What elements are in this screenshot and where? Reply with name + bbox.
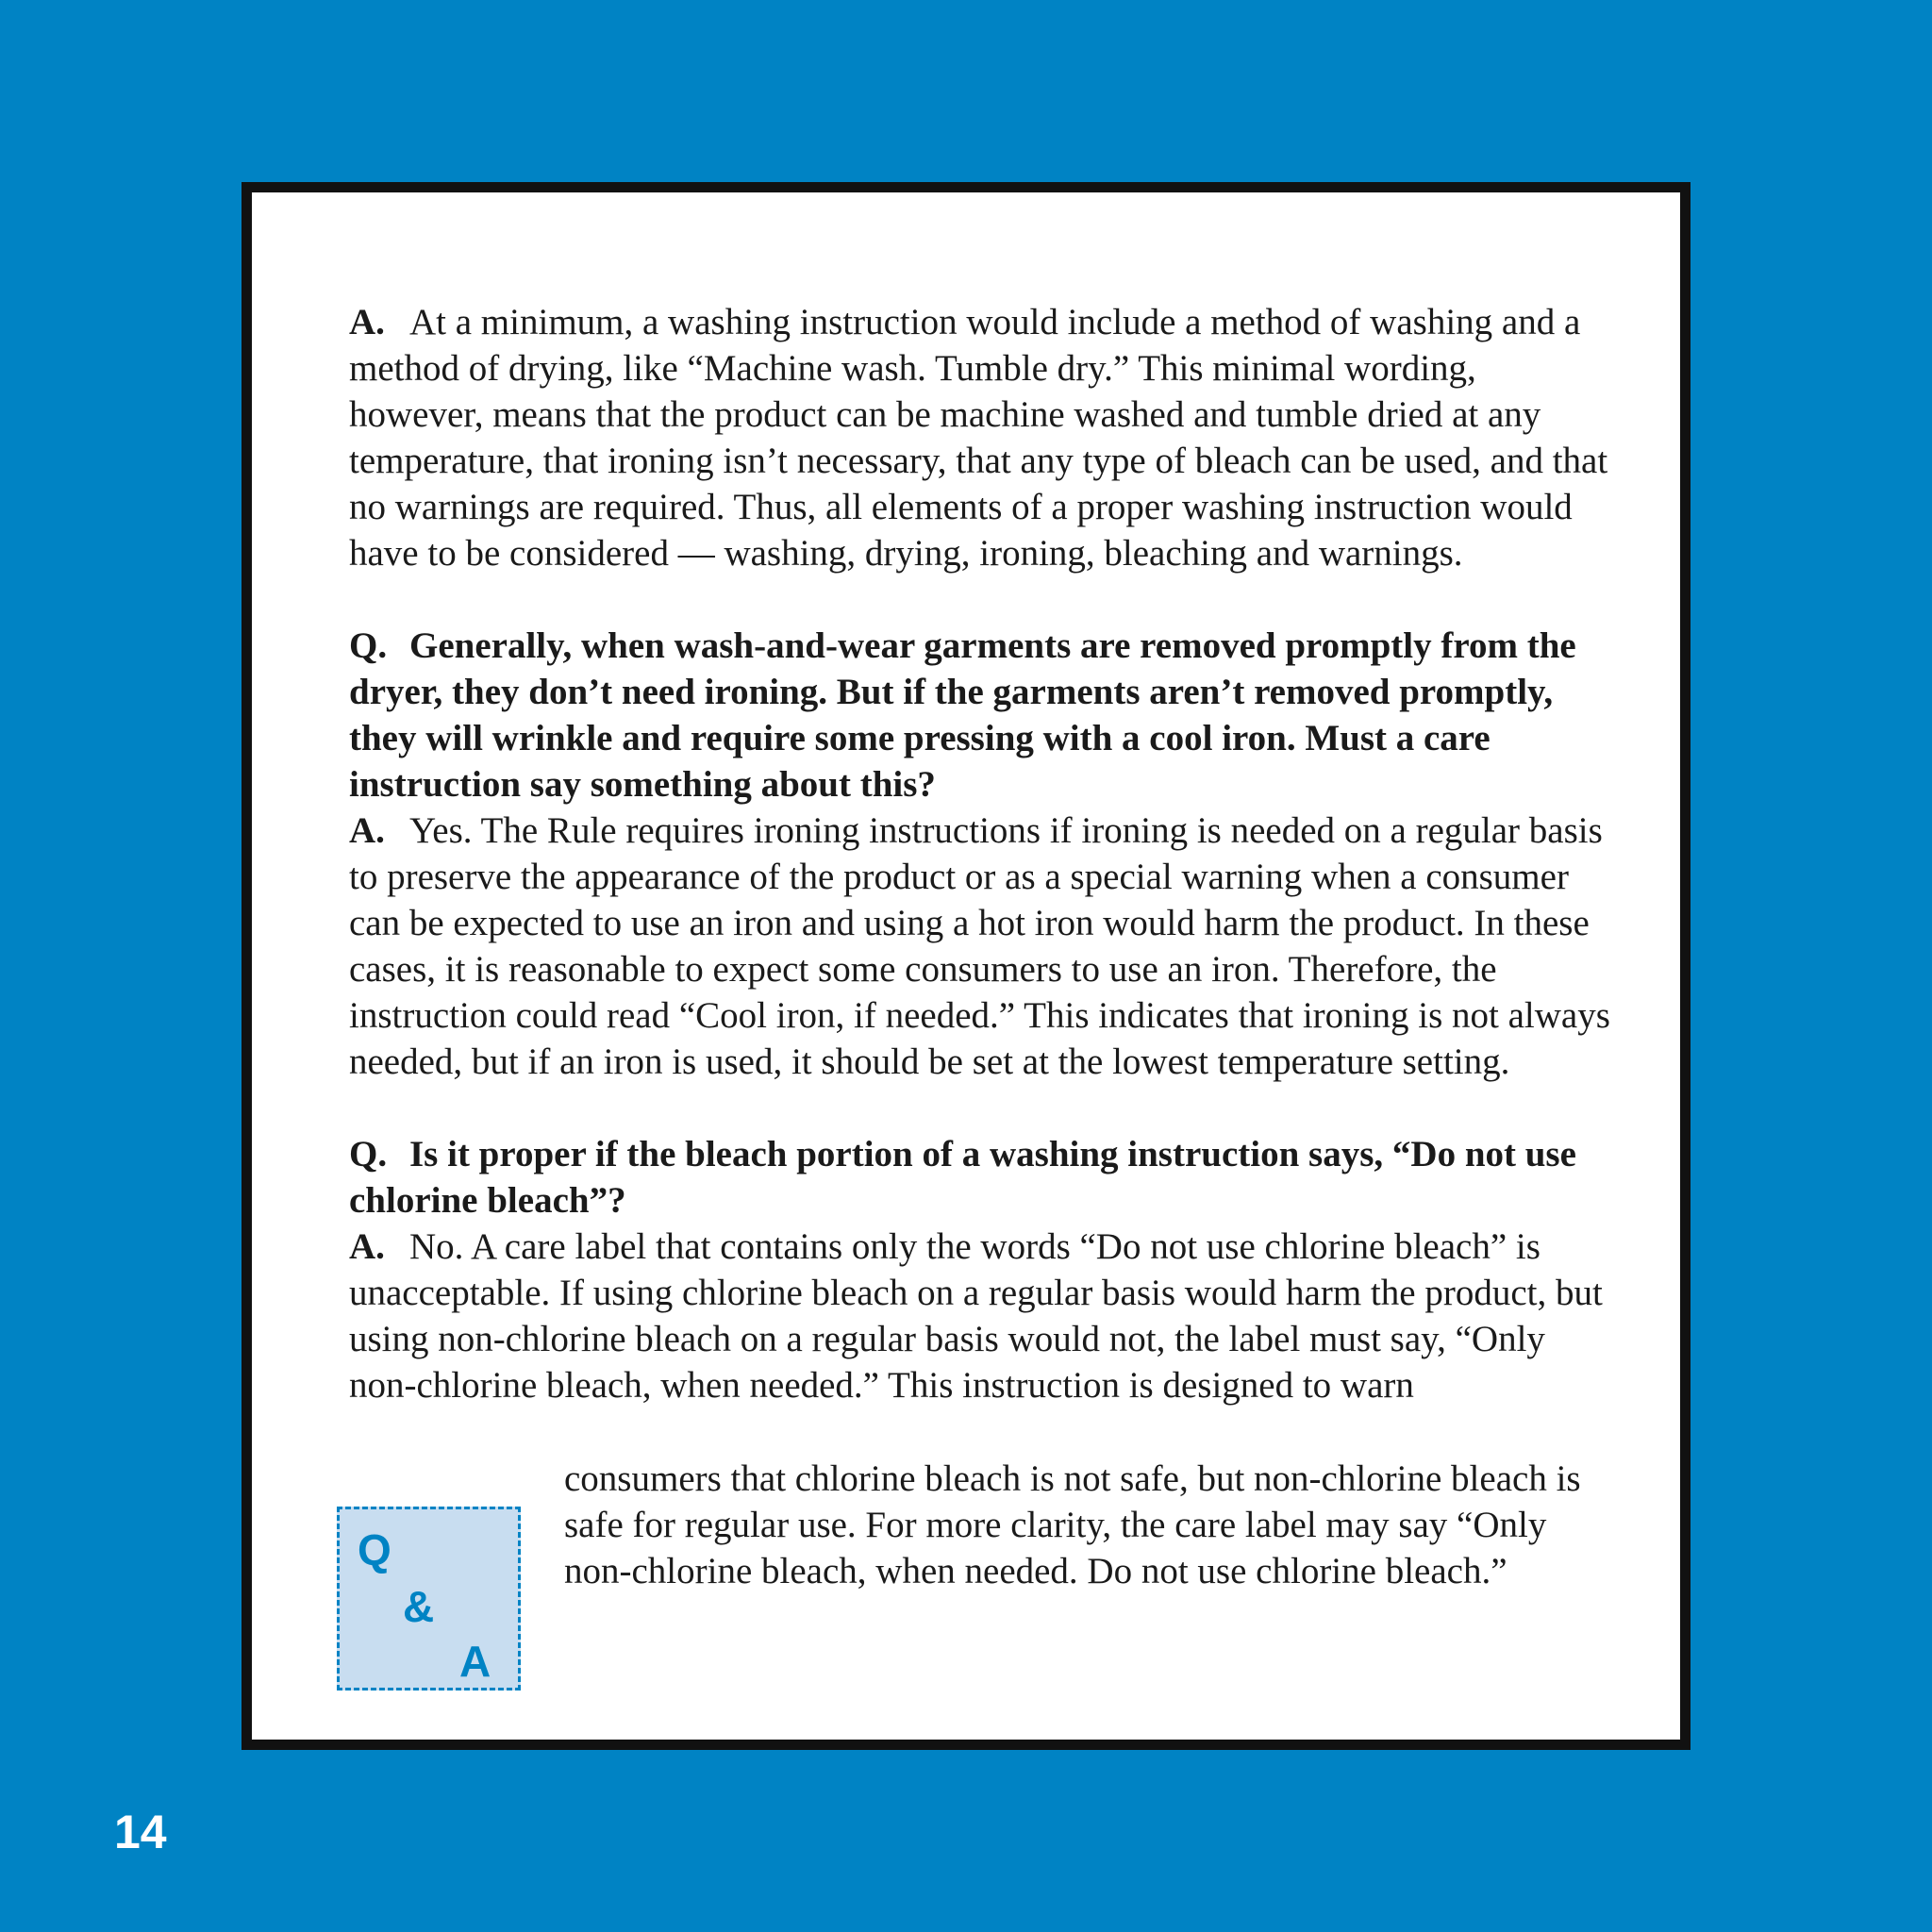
answer-2 xyxy=(349,808,1618,1085)
question-2 xyxy=(349,623,1618,808)
spacer xyxy=(349,1085,1618,1131)
answer-3-continued: consumers that chlorine bleach is not safe, but non-chlorine bleach is safe for regular use. For more clarity, the care label may say “Only non-chlorine bleach, when needed. Do not use chlorine bleach.” xyxy=(564,1458,1581,1591)
answer-1 xyxy=(349,299,1618,576)
answer-lead: A. xyxy=(349,302,385,342)
page-number: 14 xyxy=(114,1806,167,1858)
question-lead: Q. xyxy=(349,1134,388,1174)
question-text: Is it proper if the bleach portion of a washing instruction says, “Do not use chlorine bleach”? xyxy=(349,1134,1576,1221)
spacer xyxy=(349,576,1618,623)
answer-text: At a minimum, a washing instruction would include a method of washing and a method of drying, like “Machine wash. Tumble dry.” This minimal wording, however, means that the product can be machine washed and tumble dried at any temperature, that ironing isn’t necessary, that any type of bleach can be used, and that no warnings are required. Thus, all elements of a proper washing instruction would have to be considered — washing, drying, ironing, bleaching and warnings. xyxy=(349,302,1608,574)
answer-text: No. A care label that contains only the words “Do not use chlorine bleach” is unacceptable. If using chlorine bleach on a regular basis would harm the product, but using non-chlorine bleach on a regular basis would not, the label must say, “Only non-chlorine bleach, when needed.” This instruction is designed to warn xyxy=(349,1226,1603,1406)
qa-badge-icon xyxy=(337,1507,521,1690)
answer-text: Yes. The Rule requires ironing instructions if ironing is needed on a regular basis to preserve the appearance of the product or as a special warning when a consumer can be expected to use an iron and using a hot iron would harm the product. In these cases, it is reasonable to expect some consumers to use an iron. Therefore, the instruction could read “Cool iron, if needed.” This indicates that ironing is not always needed, but if an iron is used, it should be set at the lowest temperature setting. xyxy=(349,810,1610,1082)
answer-lead: A. xyxy=(349,810,385,851)
badge-a-letter: A xyxy=(459,1637,491,1686)
question-lead: Q. xyxy=(349,625,388,666)
question-text: Generally, when wash-and-wear garments are removed promptly from the dryer, they don’t need ironing. But if the garments aren’t removed promptly, they will wrinkle and require some pressing with a cool iron. Must a care instruction say something about this? xyxy=(349,625,1576,805)
qa-content xyxy=(349,299,1618,1408)
badge-q-letter: Q xyxy=(358,1525,391,1574)
answer-3 xyxy=(349,1224,1618,1408)
badge-ampersand: & xyxy=(403,1582,435,1631)
question-3 xyxy=(349,1131,1618,1224)
answer-lead: A. xyxy=(349,1226,385,1267)
